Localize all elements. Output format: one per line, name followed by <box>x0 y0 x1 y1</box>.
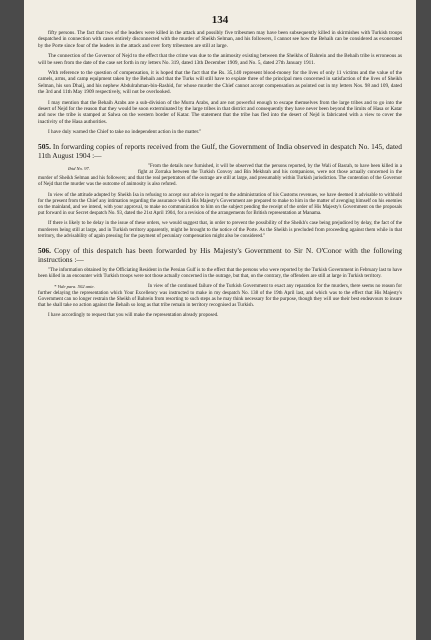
section-506 <box>38 246 402 264</box>
section-text: Copy of this despatch has been forwarded by His Majesty's Government to Sir N. O'Conor with the following instructions :— <box>38 245 402 264</box>
quoted-paragraph: In view of the continued failure of the Turkish Government to exact any reparation for the murders, there seems no reason for further delaying the representation which Your Excellency was instructed to make in my despatch No. 138 of the 19th April last, and which was to the effect that His Majesty's Government can no longer restrain the Sheikh of Bahrein from resorting to such steps as he may think necessary for the purpose, though they will use their best endeavours to insure that he shall take no action against the Behaih so long as that tribe remain in territory recognised as Turkish. <box>38 284 402 308</box>
quoted-paragraph: If there is likely to be delay in the issue of these orders, we would suggest that, in order to prevent the possibility of the Sheikh's case being prejudiced by delay, the fact of the murderers being still at large, and in Turkish territory apparently, might be brought to the notice of the Porte. As the Sheikh is precluded from proceeding against them while in that territory, the advisability of again pressing for the payment of pecuniary compensation might also be considered." <box>38 221 402 239</box>
quoted-paragraph: "The information obtained by the Officiating Resident in the Persian Gulf is to the effect that the persons who were reported by the Turkish Government in February last to have been killed in an encounter with Turkish troops were not those actually concerned in the outrage, but that, on the contrary, the offenders are still at large in Turkish territory. <box>38 267 402 280</box>
section-text: In forwarding copies of reports received from the Gulf, the Government of India observed in despatch No. 145, dated 11th August 1904 :— <box>38 141 402 160</box>
margin-footnote: * Vide para. 502 ante. <box>54 284 95 290</box>
page-number: 134 <box>211 14 229 26</box>
quoted-paragraph: In view of the attitude adopted by Sheikh Isa in refusing to accept our advice in regard to the administration of his Customs revenues, we have deemed it advisable to withhold for the present from the Chief any intimation regarding the assurance which His Majesty's Government are prepared to make to him in the matter of avenging himself on his enemies on the mainland, and we intend, with your approval, to make no communication to him on the subject pending the receipt of the order of His Majesty's Government on the proposals put forward in our Secret despatch No. 93, dated the 21st April 1904, for a revision of the arrangements for British representation at Manama. <box>38 192 402 217</box>
paragraph: I have accordingly to request that you will make the representation already proposed. <box>48 313 219 319</box>
paragraph: The connection of the Governor of Nejd to the effect that the crime was due to the animosity existing between the Sheikhs of Bahrein and the Behaih tribe is erroneous as will be seen from the date of the case set forth in my letters No. 319, dated 13th December 1909, and No. 5, dated 27th January 1911. <box>38 53 402 66</box>
paragraph: I have duly warned the Chief to take no independent action in the matter." <box>48 129 202 136</box>
document-page <box>24 0 416 640</box>
paragraph: fifty persons. The fact that two of the leaders were killed in the attack and possibly five tribesmen may have been subsequently killed in skirmishes with Turkish troops despatched in connection with cases entirely disconnected with the murder of Sheikh Selman, and his followers, I cannot see how the Behaih can be considered as exonerated by the Porte since four of the leaders in the attack and over forty tribesmen are still at large. <box>38 30 402 49</box>
margin-reference: Ibid No. 97. <box>68 165 90 171</box>
paragraph: I may mention that the Behaih Arabs are a sub-division of the Murra Arabs, and are not powerful enough to escape themselves from the large tribes and to go into the desert of Nejd for the reason that they would be soon exterminated by the large tribes in that district and consequently they have never been beyond the limits of Hasa or Katar and now the tribe is stamped at Salwa on the western border of Katar. The statement that the tribe has fled into the desert of Nejd is fabricated with a view to cover the inactivity of the Hasa authorities. <box>38 99 402 125</box>
quoted-paragraph: "From the details now furnished, it will be observed that the persons reported, by the Wali of Basrah, to have been killed in a fight at Zorraka between the Turkish Convoy and Bin Mekhrah and his companions, were not those actually concerned in the murder of Sheikh Selman and his followers; and that the real perpetrators of the outrage are still at large, and presumably within Turkish jurisdiction. The contention of the Governor of Nejd that the murder was the outcome of animosity is also refuted. <box>38 163 402 188</box>
section-505 <box>38 142 402 160</box>
section-number: 505. <box>38 141 51 151</box>
section-number: 506. <box>38 245 51 255</box>
paragraph: With reference to the question of compensation, it is hoped that the fact that the Rs. 35,140 represent blood-money for the lives of only 11 victims and the value of the camels, arms, and camp equipment taken by the Behaih and that the Turks will still have to expiate three of the principal men concerned in satisfaction of the lives of Sheikh Selman, his son Dhaij, and his nephew Abdulrahman-bin-Rashid, for whose murder the Chief cannot accept compensation as pointed out in my letters Nos. 98 and 109, dated the 3rd and 11th May 1909 respectively, will not be overlooked. <box>38 70 402 96</box>
